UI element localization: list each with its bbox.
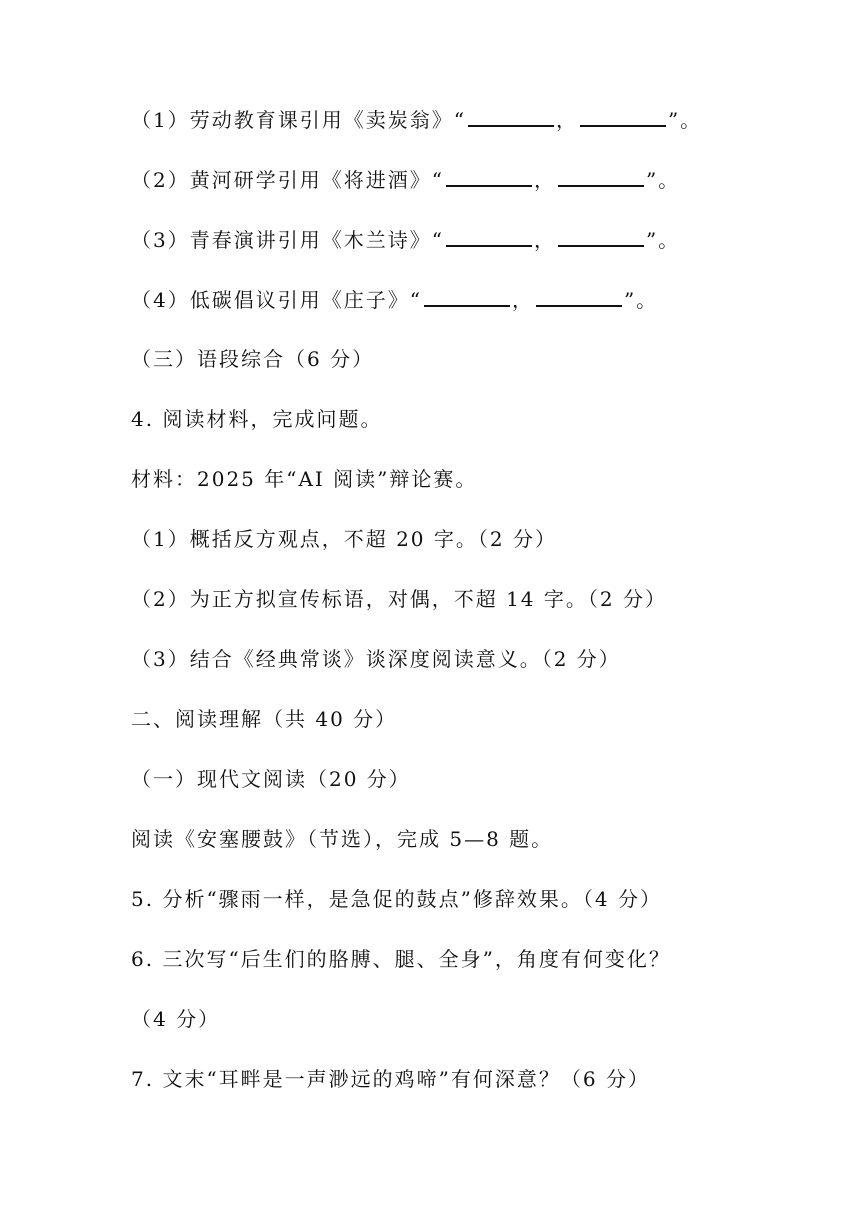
- question-item: 4. 阅读材料，完成问题。: [131, 407, 383, 431]
- question-line: （2）黄河研学引用《将进酒》“ ， ”。: [131, 165, 680, 194]
- sub-question: （3）结合《经典常谈》谈深度阅读意义。（2 分）: [131, 647, 621, 671]
- question-item: 5. 分析“骤雨一样，是急促的鼓点”修辞效果。（4 分）: [131, 887, 662, 911]
- question-line: （3）青春演讲引用《木兰诗》“ ， ”。: [131, 225, 680, 254]
- section-heading: 二、阅读理解（共 40 分）: [131, 707, 398, 731]
- answer-blank[interactable]: [446, 165, 532, 187]
- question-item: 7. 文末“耳畔是一声渺远的鸡啼”有何深意？（6 分）: [131, 1067, 650, 1091]
- answer-blank[interactable]: [468, 105, 554, 127]
- section-heading: （三）语段综合（6 分）: [131, 347, 375, 371]
- answer-blank[interactable]: [580, 105, 666, 127]
- question-item: 6. 三次写“后生们的胳膊、腿、全身”，角度有何变化？: [131, 947, 671, 971]
- answer-blank[interactable]: [536, 285, 622, 307]
- material-line: 材料：2025 年“AI 阅读”辩论赛。: [131, 467, 478, 491]
- question-item-continued: （4 分）: [131, 1007, 221, 1031]
- answer-blank[interactable]: [446, 225, 532, 247]
- answer-blank[interactable]: [424, 285, 510, 307]
- instruction-line: 阅读《安塞腰鼓》（节选），完成 5—8 题。: [131, 827, 554, 851]
- sub-question: （2）为正方拟宣传标语，对偶，不超 14 字。（2 分）: [131, 587, 667, 611]
- question-line: （1）劳动教育课引用《卖炭翁》“ ， ”。: [131, 105, 702, 134]
- answer-blank[interactable]: [558, 225, 644, 247]
- question-line: （4）低碳倡议引用《庄子》“ ， ”。: [131, 285, 658, 314]
- sub-question: （1）概括反方观点，不超 20 字。（2 分）: [131, 527, 557, 551]
- answer-blank[interactable]: [558, 165, 644, 187]
- section-heading: （一）现代文阅读（20 分）: [131, 767, 411, 791]
